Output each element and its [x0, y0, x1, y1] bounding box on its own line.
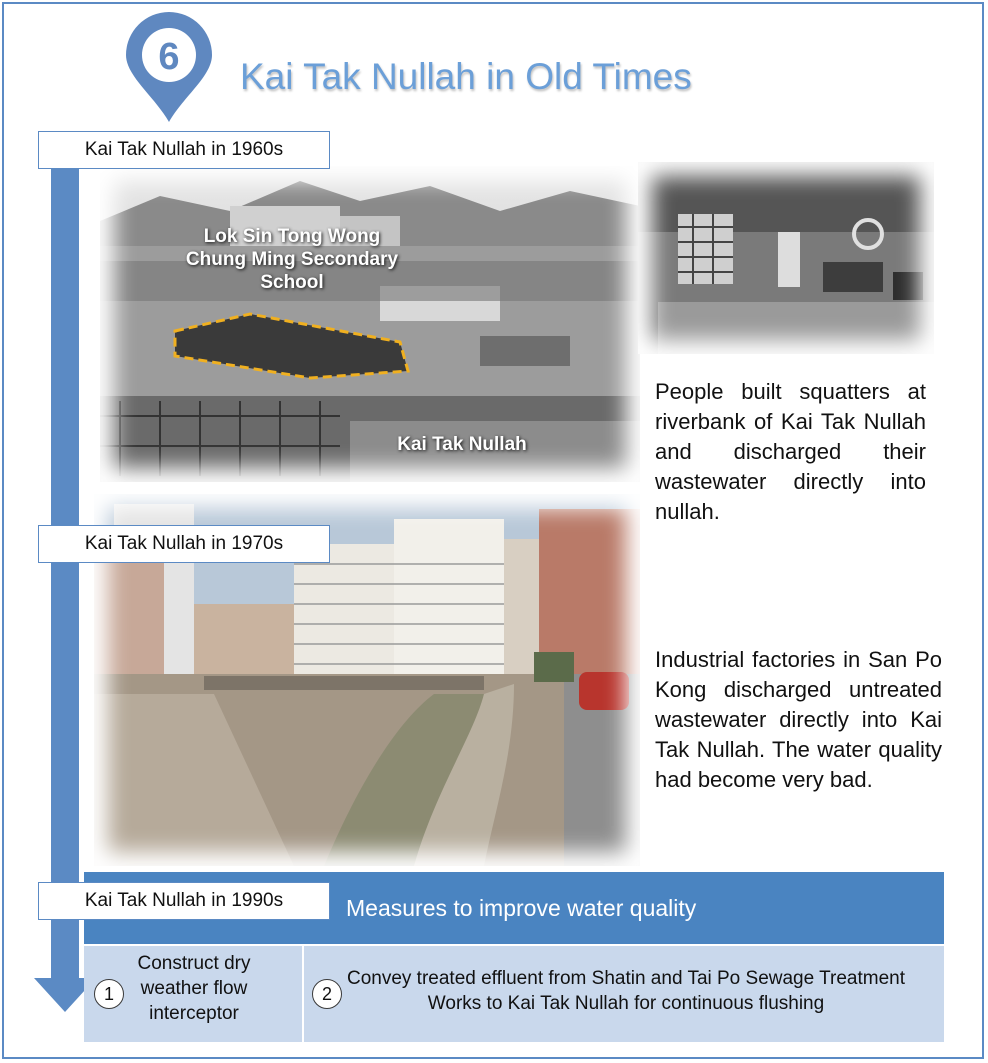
measure-item-1: [84, 946, 304, 1042]
measure-item-2: [306, 946, 944, 1042]
measure-text-1: Construct dry weather flow interceptor: [137, 953, 251, 1024]
measure-number-1: 1: [94, 979, 124, 1009]
page-title: Kai Tak Nullah in Old Times: [240, 56, 692, 97]
photo-squatter-hut: [638, 162, 934, 354]
measures-list: [84, 946, 944, 1042]
factories-description: Industrial factories in San Po Kong discharged untreated wastewater directly into Kai Tak Nullah. The water quality had become very bad.: [655, 647, 942, 792]
measure-text-2: Convey treated effluent from Shatin and Tai Po Sewage Treatment Works to Kai Tak Nullah for continuous flushing: [346, 968, 906, 1014]
school-label: Lok Sin Tong Wong Chung Ming Secondary School: [185, 226, 399, 293]
map-pin-icon: [124, 12, 214, 124]
era-label-1960s: Kai Tak Nullah in 1960s: [38, 131, 330, 169]
badge-number: 6: [158, 36, 180, 78]
era-label-1970s: Kai Tak Nullah in 1970s: [38, 525, 330, 563]
photo-1960s-squatters: [100, 166, 640, 482]
nullah-label: Kai Tak Nullah: [397, 434, 527, 455]
era-label-1990s: Kai Tak Nullah in 1990s: [38, 882, 330, 920]
measure-number-2: 2: [312, 979, 342, 1009]
squatters-description: People built squatters at riverbank of Kai Tak Nullah and discharged their wastewater directly into nullah.: [655, 379, 926, 524]
measures-heading-text: Measures to improve water quality: [346, 894, 697, 921]
